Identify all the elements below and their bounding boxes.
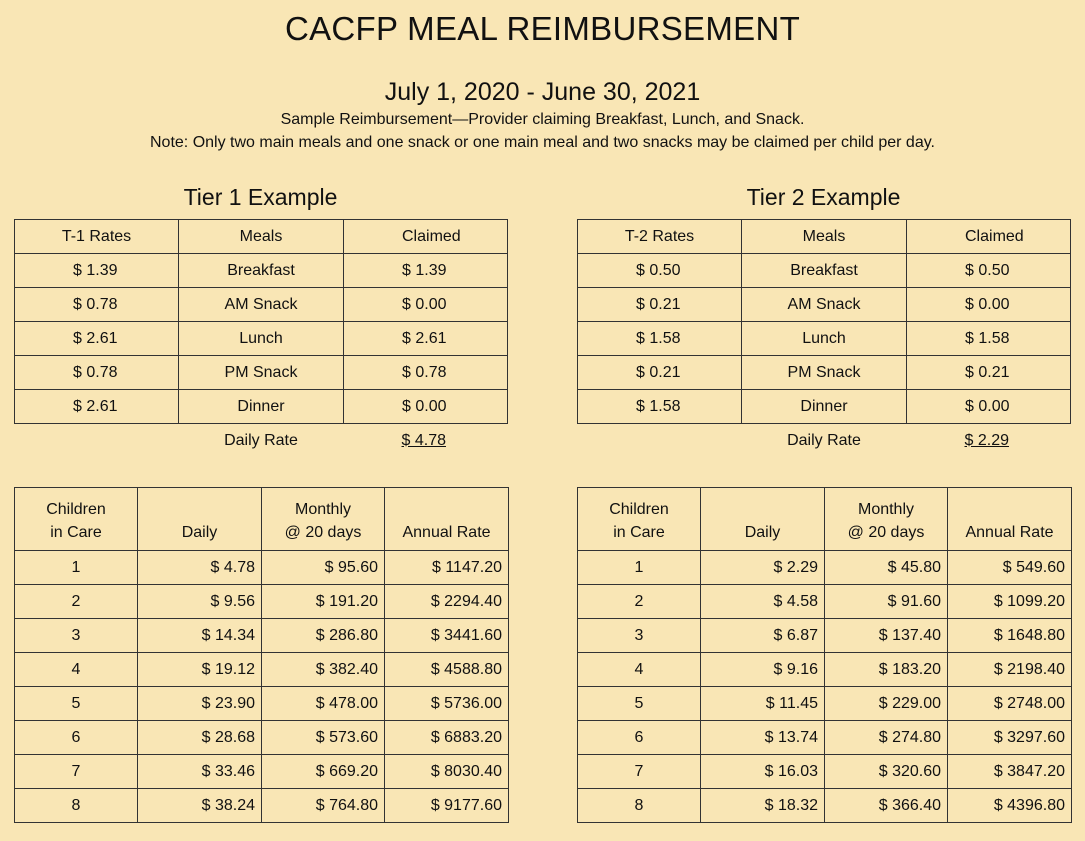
- tier1-children-table: [14, 487, 509, 823]
- children-count-cell: 7: [578, 755, 701, 789]
- meal-cell: Breakfast: [179, 254, 344, 288]
- daily-cell: $ 19.12: [138, 653, 262, 687]
- children-header-text: Children in Care: [46, 501, 106, 541]
- table-row: [578, 789, 1072, 823]
- monthly-cell: $ 183.20: [825, 653, 948, 687]
- children-count-cell: 5: [578, 687, 701, 721]
- claimed-cell: $ 1.39: [344, 254, 508, 288]
- children-count-cell: 6: [578, 721, 701, 755]
- table-row: [578, 585, 1072, 619]
- children-count-cell: 8: [15, 789, 138, 823]
- meals-column-header: Meals: [742, 220, 907, 254]
- daily-cell: $ 38.24: [138, 789, 262, 823]
- monthly-cell: $ 45.80: [825, 551, 948, 585]
- meal-cell: AM Snack: [742, 288, 907, 322]
- children-count-cell: 2: [578, 585, 701, 619]
- table-row: [15, 254, 508, 288]
- table-row: [578, 619, 1072, 653]
- monthly-cell: $ 669.20: [262, 755, 385, 789]
- monthly-cell: $ 573.60: [262, 721, 385, 755]
- monthly-cell: $ 91.60: [825, 585, 948, 619]
- monthly-cell: $ 320.60: [825, 755, 948, 789]
- rates-column-header: T-1 Rates: [15, 220, 179, 254]
- daily-column-header: Daily: [138, 488, 262, 551]
- claim-note: Note: Only two main meals and one snack or one main meal and two snacks may be claimed per child per day.: [150, 134, 935, 151]
- monthly-cell: $ 366.40: [825, 789, 948, 823]
- table-row: [578, 687, 1072, 721]
- table-row: [15, 390, 508, 424]
- claimed-cell: $ 0.78: [344, 356, 508, 390]
- table-row: [578, 653, 1072, 687]
- claimed-cell: $ 0.00: [907, 390, 1071, 424]
- page-title: CACFP MEAL REIMBURSEMENT: [284, 10, 801, 47]
- annual-cell: $ 2748.00: [948, 687, 1072, 721]
- annual-cell: $ 549.60: [948, 551, 1072, 585]
- monthly-cell: $ 286.80: [262, 619, 385, 653]
- claimed-cell: $ 0.50: [907, 254, 1071, 288]
- annual-cell: $ 5736.00: [385, 687, 509, 721]
- children-count-cell: 2: [15, 585, 138, 619]
- meal-cell: Dinner: [742, 390, 907, 424]
- daily-rate-value: $ 2.29: [964, 431, 1009, 449]
- daily-cell: $ 13.74: [701, 721, 825, 755]
- tier1-rates-table: [14, 219, 508, 457]
- claimed-cell: $ 2.61: [344, 322, 508, 356]
- daily-cell: $ 18.32: [701, 789, 825, 823]
- meal-cell: Dinner: [179, 390, 344, 424]
- rate-cell: $ 0.21: [578, 288, 742, 322]
- table-row: [15, 322, 508, 356]
- meal-cell: Lunch: [742, 322, 907, 356]
- table-row: [15, 755, 509, 789]
- monthly-column-header: [262, 488, 385, 551]
- table-row: [15, 687, 509, 721]
- annual-cell: $ 9177.60: [385, 789, 509, 823]
- daily-rate-row: [15, 424, 508, 458]
- annual-cell: $ 4396.80: [948, 789, 1072, 823]
- daily-cell: $ 2.29: [701, 551, 825, 585]
- monthly-cell: $ 478.00: [262, 687, 385, 721]
- daily-cell: $ 23.90: [138, 687, 262, 721]
- daily-rate-label: Daily Rate: [787, 431, 861, 449]
- monthly-cell: $ 229.00: [825, 687, 948, 721]
- table-header-row: [15, 488, 509, 551]
- rates-column-header: T-2 Rates: [578, 220, 742, 254]
- daily-cell: $ 6.87: [701, 619, 825, 653]
- children-count-cell: 1: [578, 551, 701, 585]
- annual-column-header: Annual Rate: [385, 488, 509, 551]
- daily-rate-row: [578, 424, 1071, 458]
- rate-cell: $ 2.61: [15, 390, 179, 424]
- meal-cell: Breakfast: [742, 254, 907, 288]
- table-row: [15, 619, 509, 653]
- daily-column-header: Daily: [701, 488, 825, 551]
- monthly-cell: $ 137.40: [825, 619, 948, 653]
- daily-rate-label: Daily Rate: [224, 431, 298, 449]
- daily-cell: $ 4.58: [701, 585, 825, 619]
- monthly-header-text: Monthly @ 20 days: [847, 501, 925, 541]
- monthly-cell: $ 274.80: [825, 721, 948, 755]
- rate-cell: $ 2.61: [15, 322, 179, 356]
- children-count-cell: 4: [15, 653, 138, 687]
- annual-cell: $ 3847.20: [948, 755, 1072, 789]
- date-range: July 1, 2020 - June 30, 2021: [384, 78, 701, 106]
- rate-cell: $ 1.58: [578, 390, 742, 424]
- meal-cell: PM Snack: [179, 356, 344, 390]
- monthly-column-header: [825, 488, 948, 551]
- table-row: [15, 356, 508, 390]
- meal-cell: AM Snack: [179, 288, 344, 322]
- rate-cell: $ 1.58: [578, 322, 742, 356]
- monthly-cell: $ 764.80: [262, 789, 385, 823]
- table-header-row: [15, 220, 508, 254]
- monthly-cell: $ 95.60: [262, 551, 385, 585]
- annual-cell: $ 6883.20: [385, 721, 509, 755]
- meals-column-header: Meals: [179, 220, 344, 254]
- table-row: [578, 356, 1071, 390]
- table-row: [578, 288, 1071, 322]
- daily-cell: $ 14.34: [138, 619, 262, 653]
- tier2-children-table: [577, 487, 1072, 823]
- annual-cell: $ 3297.60: [948, 721, 1072, 755]
- children-count-cell: 1: [15, 551, 138, 585]
- meal-cell: Lunch: [179, 322, 344, 356]
- table-header-row: [578, 220, 1071, 254]
- daily-rate-value: $ 4.78: [401, 431, 446, 449]
- table-row: [15, 551, 509, 585]
- annual-cell: $ 2198.40: [948, 653, 1072, 687]
- children-count-cell: 4: [578, 653, 701, 687]
- table-row: [578, 322, 1071, 356]
- claimed-cell: $ 0.00: [344, 390, 508, 424]
- children-count-cell: 8: [578, 789, 701, 823]
- children-count-cell: 5: [15, 687, 138, 721]
- annual-cell: $ 2294.40: [385, 585, 509, 619]
- rate-cell: $ 0.50: [578, 254, 742, 288]
- daily-cell: $ 11.45: [701, 687, 825, 721]
- children-header-text: Children in Care: [609, 501, 669, 541]
- rate-cell: $ 0.78: [15, 288, 179, 322]
- daily-cell: $ 4.78: [138, 551, 262, 585]
- table-row: [578, 721, 1072, 755]
- rate-cell: $ 0.21: [578, 356, 742, 390]
- claimed-cell: $ 0.00: [907, 288, 1071, 322]
- claimed-cell: $ 1.58: [907, 322, 1071, 356]
- monthly-header-text: Monthly @ 20 days: [284, 501, 362, 541]
- table-row: [15, 288, 508, 322]
- annual-cell: $ 1648.80: [948, 619, 1072, 653]
- table-row: [578, 755, 1072, 789]
- sample-description: Sample Reimbursement—Provider claiming Breakfast, Lunch, and Snack.: [280, 111, 805, 128]
- tier2-heading: Tier 2 Example: [746, 184, 901, 210]
- tier1-heading: Tier 1 Example: [183, 184, 338, 210]
- daily-cell: $ 33.46: [138, 755, 262, 789]
- table-row: [578, 390, 1071, 424]
- table-row: [15, 653, 509, 687]
- children-count-cell: 6: [15, 721, 138, 755]
- annual-cell: $ 3441.60: [385, 619, 509, 653]
- table-header-row: [578, 488, 1072, 551]
- claimed-column-header: Claimed: [344, 220, 508, 254]
- annual-column-header: Annual Rate: [948, 488, 1072, 551]
- claimed-cell: $ 0.00: [344, 288, 508, 322]
- children-column-header: [578, 488, 701, 551]
- daily-cell: $ 9.16: [701, 653, 825, 687]
- children-count-cell: 7: [15, 755, 138, 789]
- daily-cell: $ 16.03: [701, 755, 825, 789]
- monthly-cell: $ 191.20: [262, 585, 385, 619]
- daily-cell: $ 9.56: [138, 585, 262, 619]
- annual-cell: $ 1147.20: [385, 551, 509, 585]
- children-count-cell: 3: [15, 619, 138, 653]
- table-row: [15, 585, 509, 619]
- rate-cell: $ 0.78: [15, 356, 179, 390]
- claimed-column-header: Claimed: [907, 220, 1071, 254]
- table-row: [15, 789, 509, 823]
- children-column-header: [15, 488, 138, 551]
- table-row: [578, 254, 1071, 288]
- annual-cell: $ 8030.40: [385, 755, 509, 789]
- daily-cell: $ 28.68: [138, 721, 262, 755]
- rate-cell: $ 1.39: [15, 254, 179, 288]
- annual-cell: $ 4588.80: [385, 653, 509, 687]
- annual-cell: $ 1099.20: [948, 585, 1072, 619]
- meal-cell: PM Snack: [742, 356, 907, 390]
- table-row: [15, 721, 509, 755]
- tier2-rates-table: [577, 219, 1071, 457]
- table-row: [578, 551, 1072, 585]
- claimed-cell: $ 0.21: [907, 356, 1071, 390]
- monthly-cell: $ 382.40: [262, 653, 385, 687]
- children-count-cell: 3: [578, 619, 701, 653]
